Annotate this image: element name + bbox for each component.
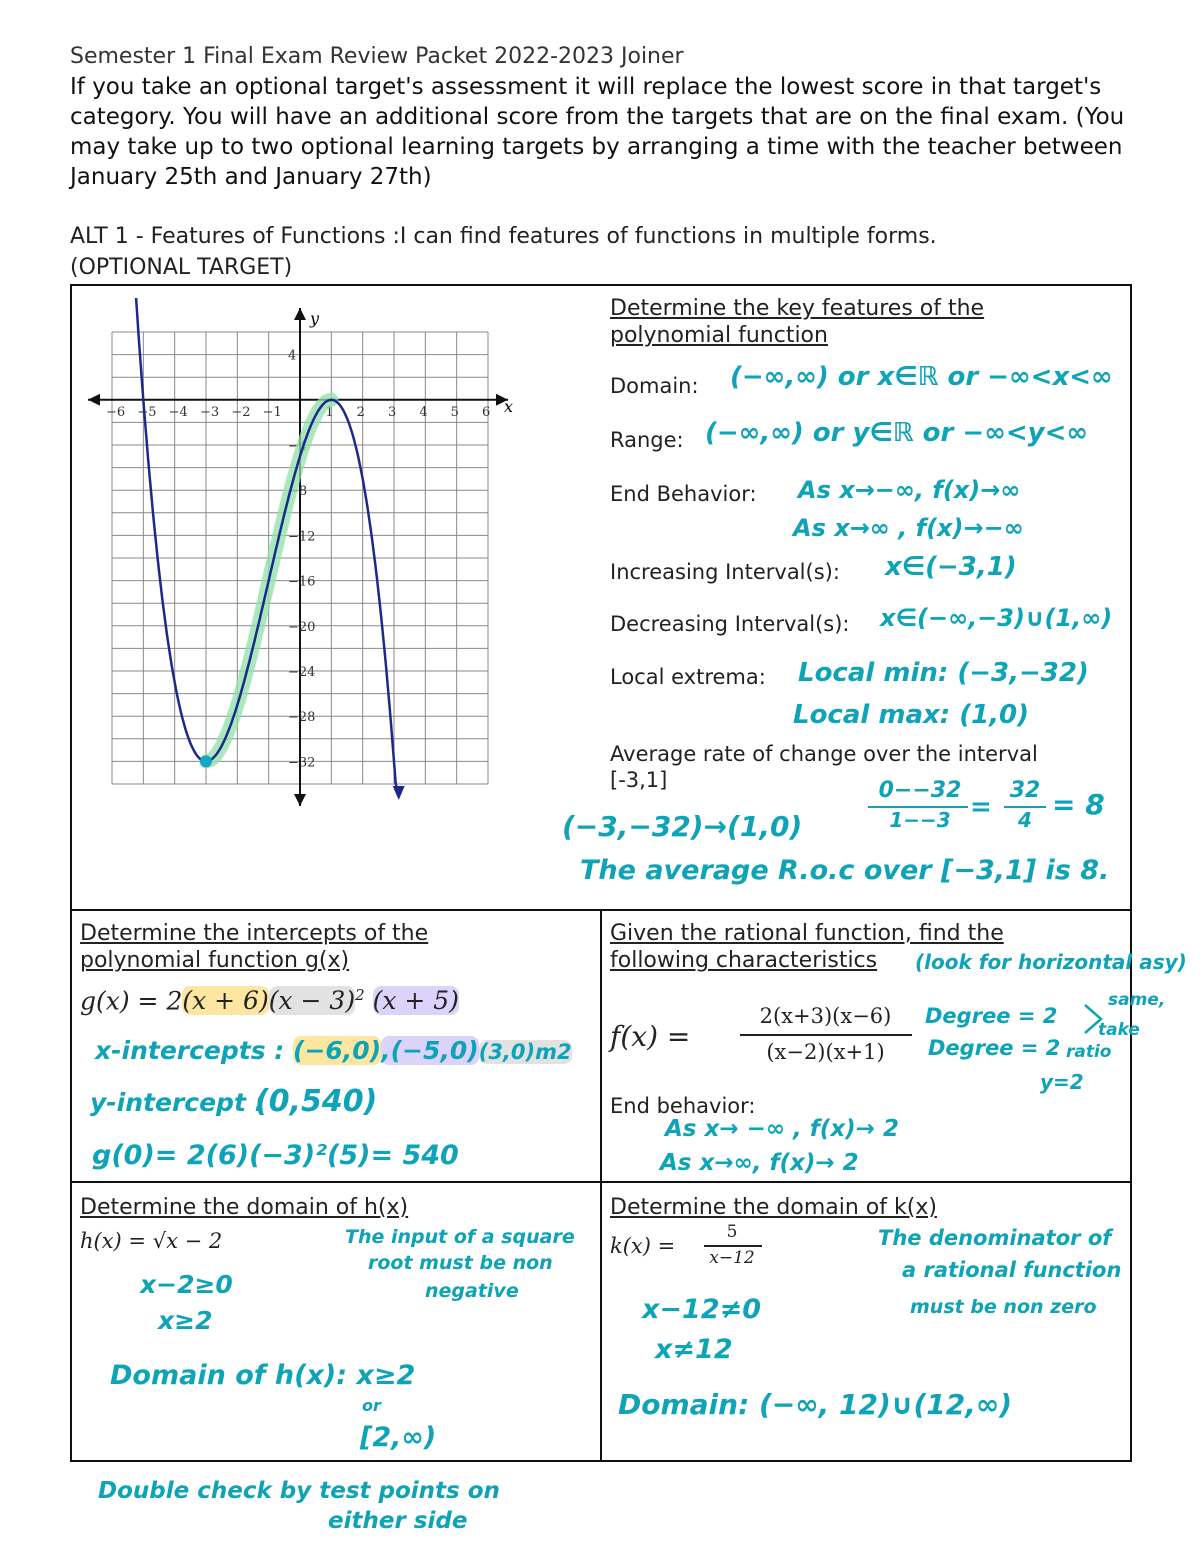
y-intercept-label: y-intercept : bbox=[90, 1088, 265, 1117]
factor-exponent: 2 bbox=[355, 986, 365, 1004]
end-behavior-label: End Behavior: bbox=[610, 482, 757, 506]
x-intercepts-answer bbox=[95, 1036, 572, 1065]
degree-numerator: Degree = 2 bbox=[925, 1004, 1058, 1028]
rational-note: (look for horizontal asy) bbox=[915, 950, 1187, 974]
rational-end-1: As x→ −∞ , f(x)→ 2 bbox=[665, 1116, 899, 1142]
h-note-1: The input of a square bbox=[345, 1226, 575, 1248]
graph-axes bbox=[88, 308, 508, 806]
x-tick-label: −5 bbox=[137, 404, 157, 420]
y-tick-label: −8 bbox=[288, 484, 308, 500]
poly-title-2: polynomial function bbox=[610, 323, 828, 348]
rational-title-2: following characteristics bbox=[610, 948, 878, 973]
intro-paragraph: If you take an optional target's assessment it will replace the lowest score in that target's category. You will have an additional score from the targets that are on the final exam. (You may take up to two optional learning targets by arranging a time with the teacher between January 25th and January 27th) bbox=[70, 74, 1125, 190]
y-tick-label: −24 bbox=[288, 665, 316, 680]
local-max-answer: Local max: (1,0) bbox=[793, 700, 1030, 730]
y-tick-label: −28 bbox=[288, 710, 316, 726]
g0-calculation: g(0)= 2(6)(−3)²(5)= 540 bbox=[92, 1140, 459, 1171]
decreasing-label: Decreasing Interval(s): bbox=[610, 612, 850, 636]
y-tick-label: −32 bbox=[288, 755, 316, 771]
note-ratio: ratio bbox=[1066, 1042, 1112, 1062]
page-header: Semester 1 Final Exam Review Packet 2022-2023 Joiner bbox=[70, 44, 684, 69]
range-answer: (−∞,∞) or y∈ℝ or −∞<y<∞ bbox=[705, 418, 1089, 448]
aroc-conclusion: The average R.o.c over [−3,1] is 8. bbox=[580, 855, 1110, 886]
h-equation: h(x) = √x − 2 bbox=[80, 1229, 223, 1253]
h-or: or bbox=[362, 1396, 381, 1415]
rational-title-1: Given the rational function, find the bbox=[610, 921, 1004, 946]
h-step-2: x≥2 bbox=[158, 1306, 213, 1335]
aroc-result: = 8 bbox=[1052, 788, 1105, 821]
end-behavior-answer-1: As x→−∞, f(x)→∞ bbox=[798, 476, 1021, 504]
k-step-2: x≠12 bbox=[655, 1334, 733, 1365]
x-tick-label: −1 bbox=[262, 404, 282, 420]
g-lhs: g(x) = 2 bbox=[80, 986, 183, 1016]
x-intercept-3: (3,0)m2 bbox=[478, 1040, 572, 1064]
x-tick-label: 3 bbox=[388, 404, 397, 420]
y-tick-label: −16 bbox=[288, 574, 316, 590]
curve-arrow-down bbox=[393, 786, 405, 800]
y-axis-arrow-up bbox=[294, 308, 306, 320]
factor-x-plus-5: (x + 5) bbox=[372, 986, 459, 1016]
y-tick-label: 4 bbox=[288, 348, 297, 364]
h-domain-answer: Domain of h(x): x≥2 bbox=[110, 1360, 416, 1391]
k-note-2: a rational function bbox=[902, 1258, 1122, 1282]
k-step-1: x−12≠0 bbox=[642, 1294, 762, 1325]
y-tick-label: −12 bbox=[288, 529, 316, 545]
aroc-equals: = bbox=[970, 792, 992, 822]
rational-end-label: End behavior: bbox=[610, 1094, 756, 1118]
y-tick-label: −20 bbox=[288, 619, 316, 635]
alt1-optional: (OPTIONAL TARGET) bbox=[70, 255, 293, 280]
k-note-1: The denominator of bbox=[878, 1226, 1112, 1250]
footnote-2: either side bbox=[328, 1508, 468, 1534]
k-numerator: 5 bbox=[726, 1222, 738, 1242]
range-label: Range: bbox=[610, 428, 684, 452]
x-tick-label: −6 bbox=[106, 404, 126, 420]
x-tick-label: −2 bbox=[231, 404, 251, 420]
f-denominator: (x−2)(x+1) bbox=[766, 1040, 885, 1064]
decreasing-answer: x∈(−∞,−3)∪(1,∞) bbox=[880, 604, 1113, 632]
aroc-denominator: 1−−3 bbox=[889, 808, 951, 832]
f-lhs: f(x) = bbox=[610, 1020, 691, 1053]
note-same: same, bbox=[1108, 990, 1166, 1010]
aroc-label-1: Average rate of change over the interval bbox=[610, 742, 1038, 766]
end-behavior-answer-2: As x→∞ , f(x)→−∞ bbox=[793, 514, 1024, 542]
intercepts-title-2: polynomial function g(x) bbox=[80, 948, 350, 973]
domain-label: Domain: bbox=[610, 374, 699, 398]
cubic-graph bbox=[80, 298, 540, 818]
h-step-1: x−2≥0 bbox=[140, 1270, 233, 1299]
x-tick-label: −3 bbox=[200, 404, 220, 420]
aroc-numerator-2: 32 bbox=[1009, 778, 1041, 803]
increasing-label: Increasing Interval(s): bbox=[610, 560, 840, 584]
degree-denominator: Degree = 2 bbox=[928, 1036, 1061, 1060]
graph-ticks bbox=[106, 349, 490, 771]
k-note-3: must be non zero bbox=[910, 1296, 1097, 1318]
x-intercept-1: (−6,0) bbox=[293, 1036, 382, 1065]
x-tick-label: 1 bbox=[325, 404, 334, 420]
factor-x-minus-3: (x − 3) bbox=[268, 986, 356, 1016]
h-note-3: negative bbox=[425, 1280, 519, 1302]
k-lhs: k(x) = bbox=[610, 1234, 676, 1258]
y-tick-label: −4 bbox=[288, 439, 308, 454]
increasing-answer: x∈(−3,1) bbox=[885, 552, 1017, 582]
x-tick-label: 2 bbox=[356, 404, 365, 420]
x-intercept-2: ,(−5,0) bbox=[381, 1036, 479, 1065]
x-tick-label: 6 bbox=[482, 404, 491, 420]
aroc-label-2: [-3,1] bbox=[610, 768, 668, 792]
y-intercept-answer: (0,540) bbox=[255, 1084, 378, 1119]
intercepts-title-1: Determine the intercepts of the bbox=[80, 921, 429, 946]
note-take: take bbox=[1098, 1020, 1140, 1040]
factor-x-plus-6: (x + 6) bbox=[182, 986, 269, 1016]
extrema-label: Local extrema: bbox=[610, 665, 766, 689]
domain-h-title: Determine the domain of h(x) bbox=[80, 1195, 409, 1220]
alt1-heading: ALT 1 - Features of Functions :I can find features of functions in multiple forms. bbox=[70, 224, 937, 249]
k-denominator: x−12 bbox=[709, 1248, 755, 1268]
aroc-points: (−3,−32)→(1,0) bbox=[562, 810, 803, 843]
local-min-point bbox=[200, 755, 212, 767]
aroc-denominator-2: 4 bbox=[1018, 808, 1032, 832]
x-intercepts-label: x-intercepts : bbox=[95, 1036, 285, 1065]
k-domain-answer: Domain: (−∞, 12)∪(12,∞) bbox=[618, 1388, 1013, 1421]
x-axis-arrow-left bbox=[88, 394, 100, 406]
f-numerator: 2(x+3)(x−6) bbox=[759, 1004, 892, 1028]
aroc-numerator: 0−−32 bbox=[878, 778, 962, 803]
g-equation bbox=[80, 986, 459, 1015]
h-note-2: root must be non bbox=[368, 1252, 553, 1274]
local-min-answer: Local min: (−3,−32) bbox=[798, 658, 1089, 688]
function-curve bbox=[129, 298, 400, 792]
rational-end-2: As x→∞, f(x)→ 2 bbox=[660, 1150, 859, 1176]
x-tick-label: 5 bbox=[450, 404, 459, 420]
x-tick-label: −4 bbox=[168, 404, 188, 420]
h-domain-interval: [2,∞) bbox=[360, 1422, 437, 1453]
y-axis-label: y bbox=[310, 309, 320, 328]
horizontal-asymptote: y=2 bbox=[1040, 1070, 1084, 1094]
domain-answer: (−∞,∞) or x∈ℝ or −∞<x<∞ bbox=[730, 362, 1113, 392]
x-tick-label: 4 bbox=[419, 404, 428, 420]
footnote-1: Double check by test points on bbox=[98, 1478, 500, 1504]
y-axis-arrow-down bbox=[294, 794, 306, 806]
domain-k-title: Determine the domain of k(x) bbox=[610, 1195, 937, 1220]
x-axis-label: x bbox=[504, 396, 514, 416]
poly-title-1: Determine the key features of the bbox=[610, 296, 985, 321]
